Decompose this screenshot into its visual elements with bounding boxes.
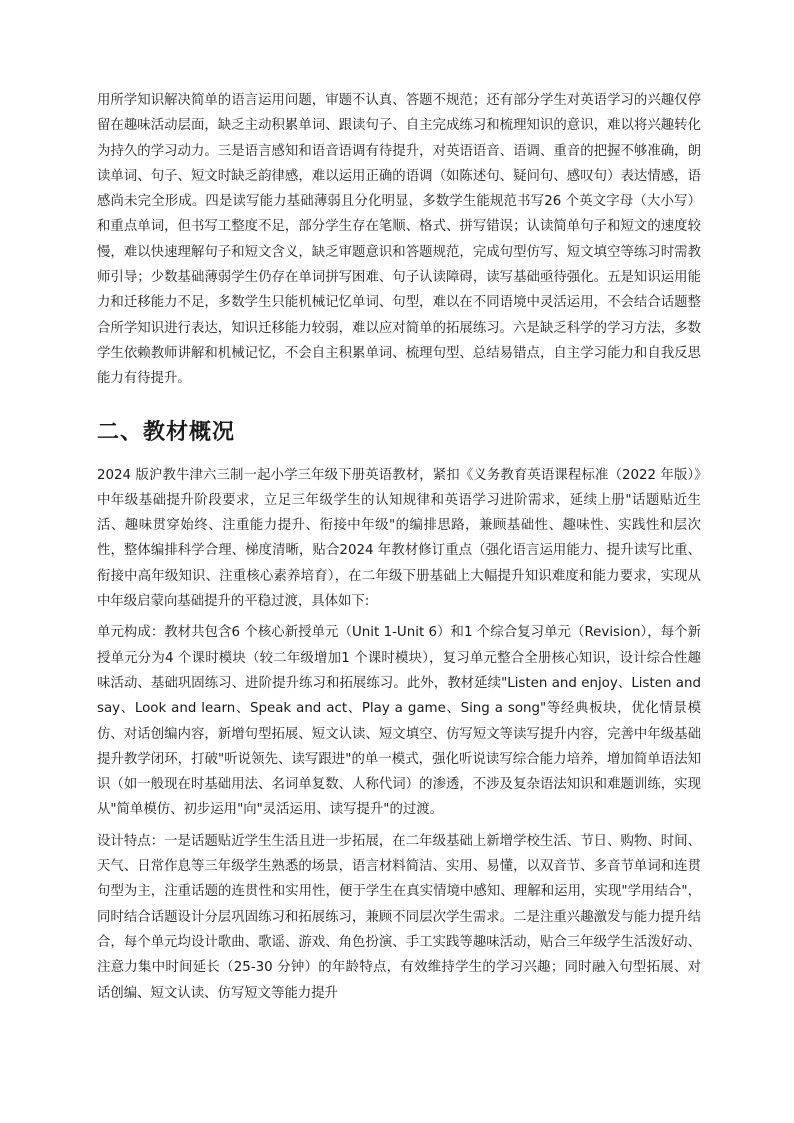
paragraph-design-features: 设计特点：一是话题贴近学生生活且进一步拓展，在二年级基础上新增学校生活、节日、购物、时间、天气、日常作息等三年级学生熟悉的场景，语言材料简洁、实用、易懂，以双音节、多音节单词和连贯句型为主，注重话题的连贯性和实用性，便于学生在真实情境中感知、理解和运用，实现"学用结合"，同时结合话题设计分层巩固练习和拓展练习，兼顾不同层次学生需求。二是注重兴趣激发与能力提升结合，每个单元均设计歌曲、歌谣、游戏、角色扮演、手工实践等趣味活动，贴合三年级学生活泼好动、注意力集中时间延长（25-30 分钟）的年龄特点，有效维持学生的学习兴趣；同时融入句型拓展、对话创编、短文认读、仿写短文等能力提升 bbox=[97, 833, 701, 1001]
section-heading: 二、教材概况 bbox=[97, 419, 236, 445]
document-page bbox=[97, 88, 701, 1012]
paragraph-overview: 2024 版沪教牛津六三制一起小学三年级下册英语教材，紧扣《义务教育英语课程标准（2022 年版）》中年级基础提升阶段要求，立足三年级学生的认知规律和英语学习进阶需求，延续上册"话题贴近生活、趣味贯穿始终、注重能力提升、衔接中年级"的编排思路，兼顾基础性、趣味性、实践性和层次性，整体编排科学合理、梯度清晰，贴合2024 年教材修订重点（强化语言运用能力、提升读写比重、衔接中高年级知识、注重核心素养培育），在二年级下册基础上大幅提升知识难度和能力要求，实现从中年级启蒙向基础提升的平稳过渡，具体如下: bbox=[97, 467, 701, 610]
paragraph-intro: 用所学知识解决简单的语言运用问题，审题不认真、答题不规范；还有部分学生对英语学习的兴趣仅停留在趣味活动层面，缺乏主动积累单词、跟读句子、自主完成练习和梳理知识的意识，难以将兴趣转化为持久的学习动力。三是语言感知和语音语调有待提升，对英语语音、语调、重音的把握不够准确，朗读单词、句子、短文时缺乏韵律感，难以运用正确的语调（如陈述句、疑问句、感叹句）表达情感，语感尚未完全形成。四是读写能力基础薄弱且分化明显，多数学生能规范书写26 个英文字母（大小写）和重点单词，但书写工整度不足，部分学生存在笔顺、格式、拼写错误；认读简单句子和短文的速度较慢，难以快速理解句子和短文含义，缺乏审题意识和答题规范，完成句型仿写、短文填空等练习时需教师引导；少数基础薄弱学生仍存在单词拼写困难、句子认读障碍，读写基础亟待强化。五是知识运用能力和迁移能力不足，多数学生只能机械记忆单词、句型，难以在不同语境中灵活运用，不会结合话题整合所学知识进行表达，知识迁移能力较弱，难以应对简单的拓展练习。六是缺乏科学的学习方法，多数学生依赖教师讲解和机械记忆，不会自主积累单词、梳理句型、总结易错点，自主学习能力和自我反思能力有待提升。 bbox=[97, 93, 701, 387]
paragraph-unit-structure: 单元构成：教材共包含6 个核心新授单元（Unit 1-Unit 6）和1 个综合复习单元（Revision），每个新授单元分为4 个课时模块（较二年级增加1 个课时模块），复习单元整合全册核心知识，设计综合性趣味活动、基础巩固练习、进阶提升练习和拓展练习。此外，教材延续"Listen and enjoy、Listen and say、Look and learn、Speak and act、Play a game、Sing a song"等经典板块，优化情景模仿、对话创编内容，新增句型拓展、短文认读、短文填空、仿写短文等读写提升内容，完善中年级基础提升教学闭环，打破"听说领先、读写跟进"的单一模式，强化听说读写综合能力培养，增加简单语法知识（如一般现在时基础用法、名词单复数、人称代词）的渗透，不涉及复杂语法知识和难题训练，实现从"简单模仿、初步运用"向"灵活运用、读写提升"的过渡。 bbox=[97, 625, 701, 818]
